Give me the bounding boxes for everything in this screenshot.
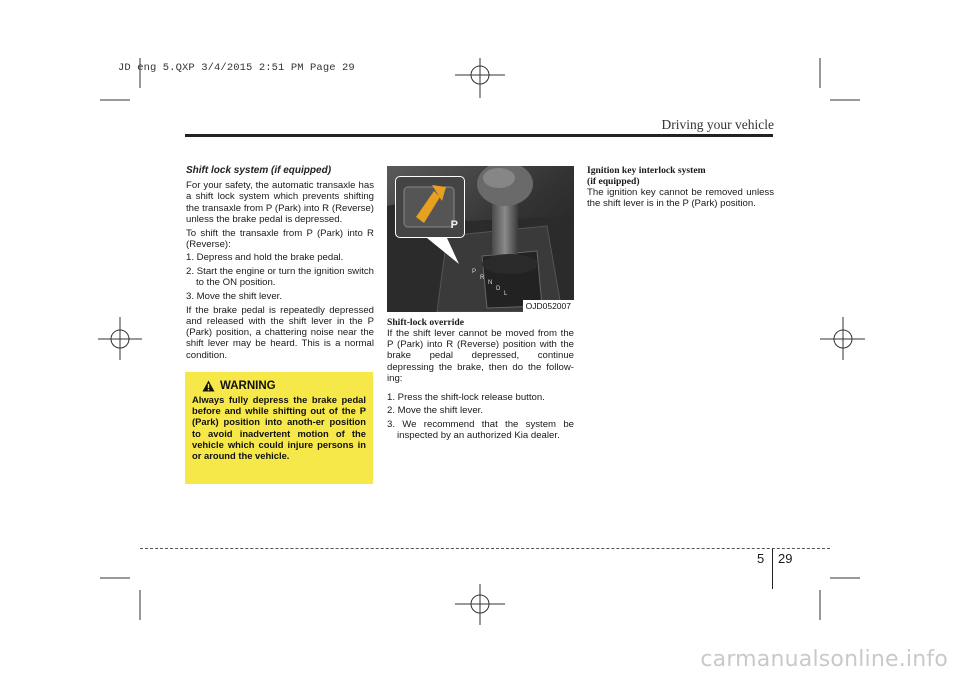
print-slug: JD eng 5.QXP 3/4/2015 2:51 PM Page 29 — [118, 62, 355, 74]
warning-header — [202, 380, 366, 392]
heading-shift-lock: Shift lock system (if equipped) — [186, 165, 332, 176]
gear-letter: L — [504, 291, 508, 297]
page-number: 29 — [778, 551, 793, 566]
page-number-divider — [772, 549, 773, 589]
list-item: 2. Start the engine or turn the ignition switch to the ON position. — [186, 266, 374, 289]
watermark: carmanualsonline.info — [700, 647, 948, 672]
list-item: 1. Depress and hold the brake pedal. — [186, 252, 344, 264]
gear-letter: D — [496, 286, 501, 292]
header-rule — [185, 134, 773, 137]
warning-title: WARNING — [220, 380, 276, 392]
paragraph: The ignition key cannot be removed unless the shift lever is in the P (Park) position. — [587, 187, 774, 210]
heading-ignition: Ignition key interlock system — [587, 165, 706, 176]
footer-rule — [140, 548, 830, 549]
heading-ignition-sub: (if equipped) — [587, 176, 640, 187]
list-item: 1. Press the shift-lock release button. — [387, 391, 545, 403]
paragraph: For your safety, the automatic transaxle has a shift lock system which prevents shifting the transaxle from P (Park) into R (Reverse) unless the brake pedal is depressed. — [186, 180, 374, 225]
list-item: 3. We recommend that the system be inspected by an authorized Kia dealer. — [387, 418, 574, 442]
column-shift-lock — [186, 165, 374, 363]
paragraph: If the brake pedal is repeatedly depressed and released with the shift lever in the P (Park) position, a chattering noise near the shift lever may be heard. This is a normal condition. — [186, 304, 374, 361]
park-label: P — [450, 219, 458, 231]
gear-letter: P — [472, 269, 477, 275]
shift-lever-photo — [387, 166, 574, 312]
gear-letter: N — [488, 280, 493, 286]
warning-body: Always fully depress the brake pedal before and while shifting out of the P (Park) position into anoth-er position to avoid inadvertent motion of the vehicle which could injure persons in or around the vehicle. — [192, 394, 366, 462]
paragraph: If the shift lever cannot be moved from the P (Park) into R (Reverse) position with the brake pedal depressed, continue depressing the brake, then do the follow-ing: — [387, 328, 574, 384]
warning-triangle-icon — [202, 380, 215, 392]
list-item: 3. Move the shift lever. — [186, 291, 282, 303]
paragraph: To shift the transaxle from P (Park) into R (Reverse): — [186, 227, 374, 250]
heading-override: Shift-lock override — [387, 317, 465, 328]
chapter-number: 5 — [757, 551, 765, 566]
list-item: 2. Move the shift lever. — [387, 405, 483, 417]
callout-pointer — [387, 166, 574, 312]
gear-letter: R — [480, 275, 485, 281]
section-title: Driving your vehicle — [661, 117, 774, 132]
column-shift-lock-override — [387, 317, 574, 444]
image-code: OJD052007 — [523, 300, 574, 312]
warning-box — [185, 372, 373, 484]
column-ignition-interlock — [587, 165, 774, 212]
